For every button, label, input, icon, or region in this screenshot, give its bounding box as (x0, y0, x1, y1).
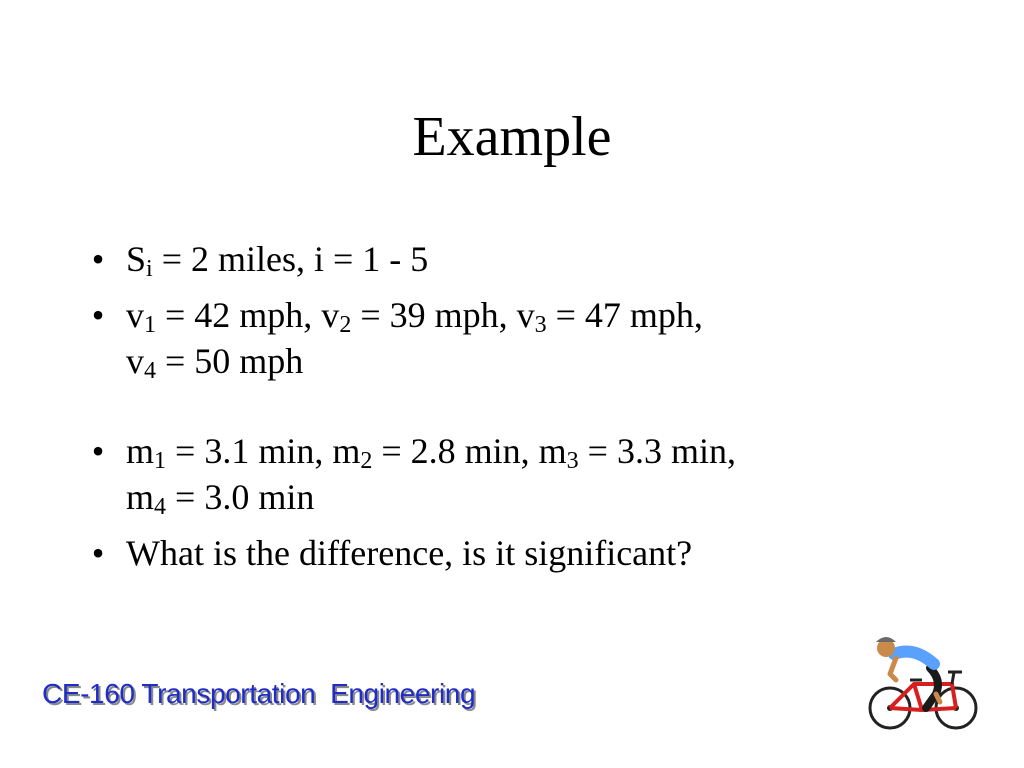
subscript: 2 (339, 312, 352, 338)
text-run: What is the difference, is it significant? (126, 533, 693, 573)
bullet-item (86, 428, 946, 520)
subscript: 1 (154, 448, 167, 474)
bullet-line (126, 474, 946, 520)
bullet-text (126, 428, 946, 520)
text-run: = 47 mph, (546, 295, 703, 335)
text-run: = 42 mph, v (156, 295, 340, 335)
text-run: m (126, 477, 155, 517)
bullet-line (126, 530, 946, 576)
bullet-marker: • (91, 295, 105, 335)
bullet-marker: • (91, 239, 105, 279)
subscript: 2 (360, 448, 373, 474)
bullet-text (126, 236, 946, 282)
text-run: v (126, 295, 144, 335)
bullet-item (86, 530, 946, 576)
bullet-line (126, 428, 946, 474)
cyclist-icon (864, 628, 982, 734)
text-run: = 3.3 min, (578, 431, 736, 471)
slide-title: Example (412, 106, 612, 168)
subscript: 3 (534, 312, 547, 338)
text-run: = 3.1 min, m (166, 431, 361, 471)
text-run: m (126, 431, 155, 471)
bullet-text (126, 292, 946, 384)
subscript: 4 (154, 494, 167, 520)
bullet-marker: • (91, 431, 105, 471)
bullet-item (86, 292, 946, 384)
course-footer: CE-160 Transportation Engineering (42, 678, 476, 709)
bullet-list (86, 236, 946, 586)
bullet-text (126, 530, 946, 576)
subscript: 3 (566, 448, 579, 474)
subscript: i (146, 256, 153, 282)
bullet-line (126, 236, 946, 282)
text-run: = 3.0 min (166, 477, 315, 517)
bullet-line (126, 338, 946, 384)
text-run: = 2 miles, i = 1 - 5 (152, 239, 429, 279)
text-run: S (126, 239, 147, 279)
text-run: = 2.8 min, m (372, 431, 567, 471)
subscript: 1 (144, 312, 156, 338)
bullet-marker: • (91, 533, 105, 573)
text-run: v (126, 341, 144, 381)
bullet-line (126, 292, 946, 338)
text-run: = 39 mph, v (351, 295, 535, 335)
subscript: 4 (144, 358, 156, 384)
text-run: = 50 mph (156, 341, 304, 381)
bullet-item (86, 236, 946, 282)
